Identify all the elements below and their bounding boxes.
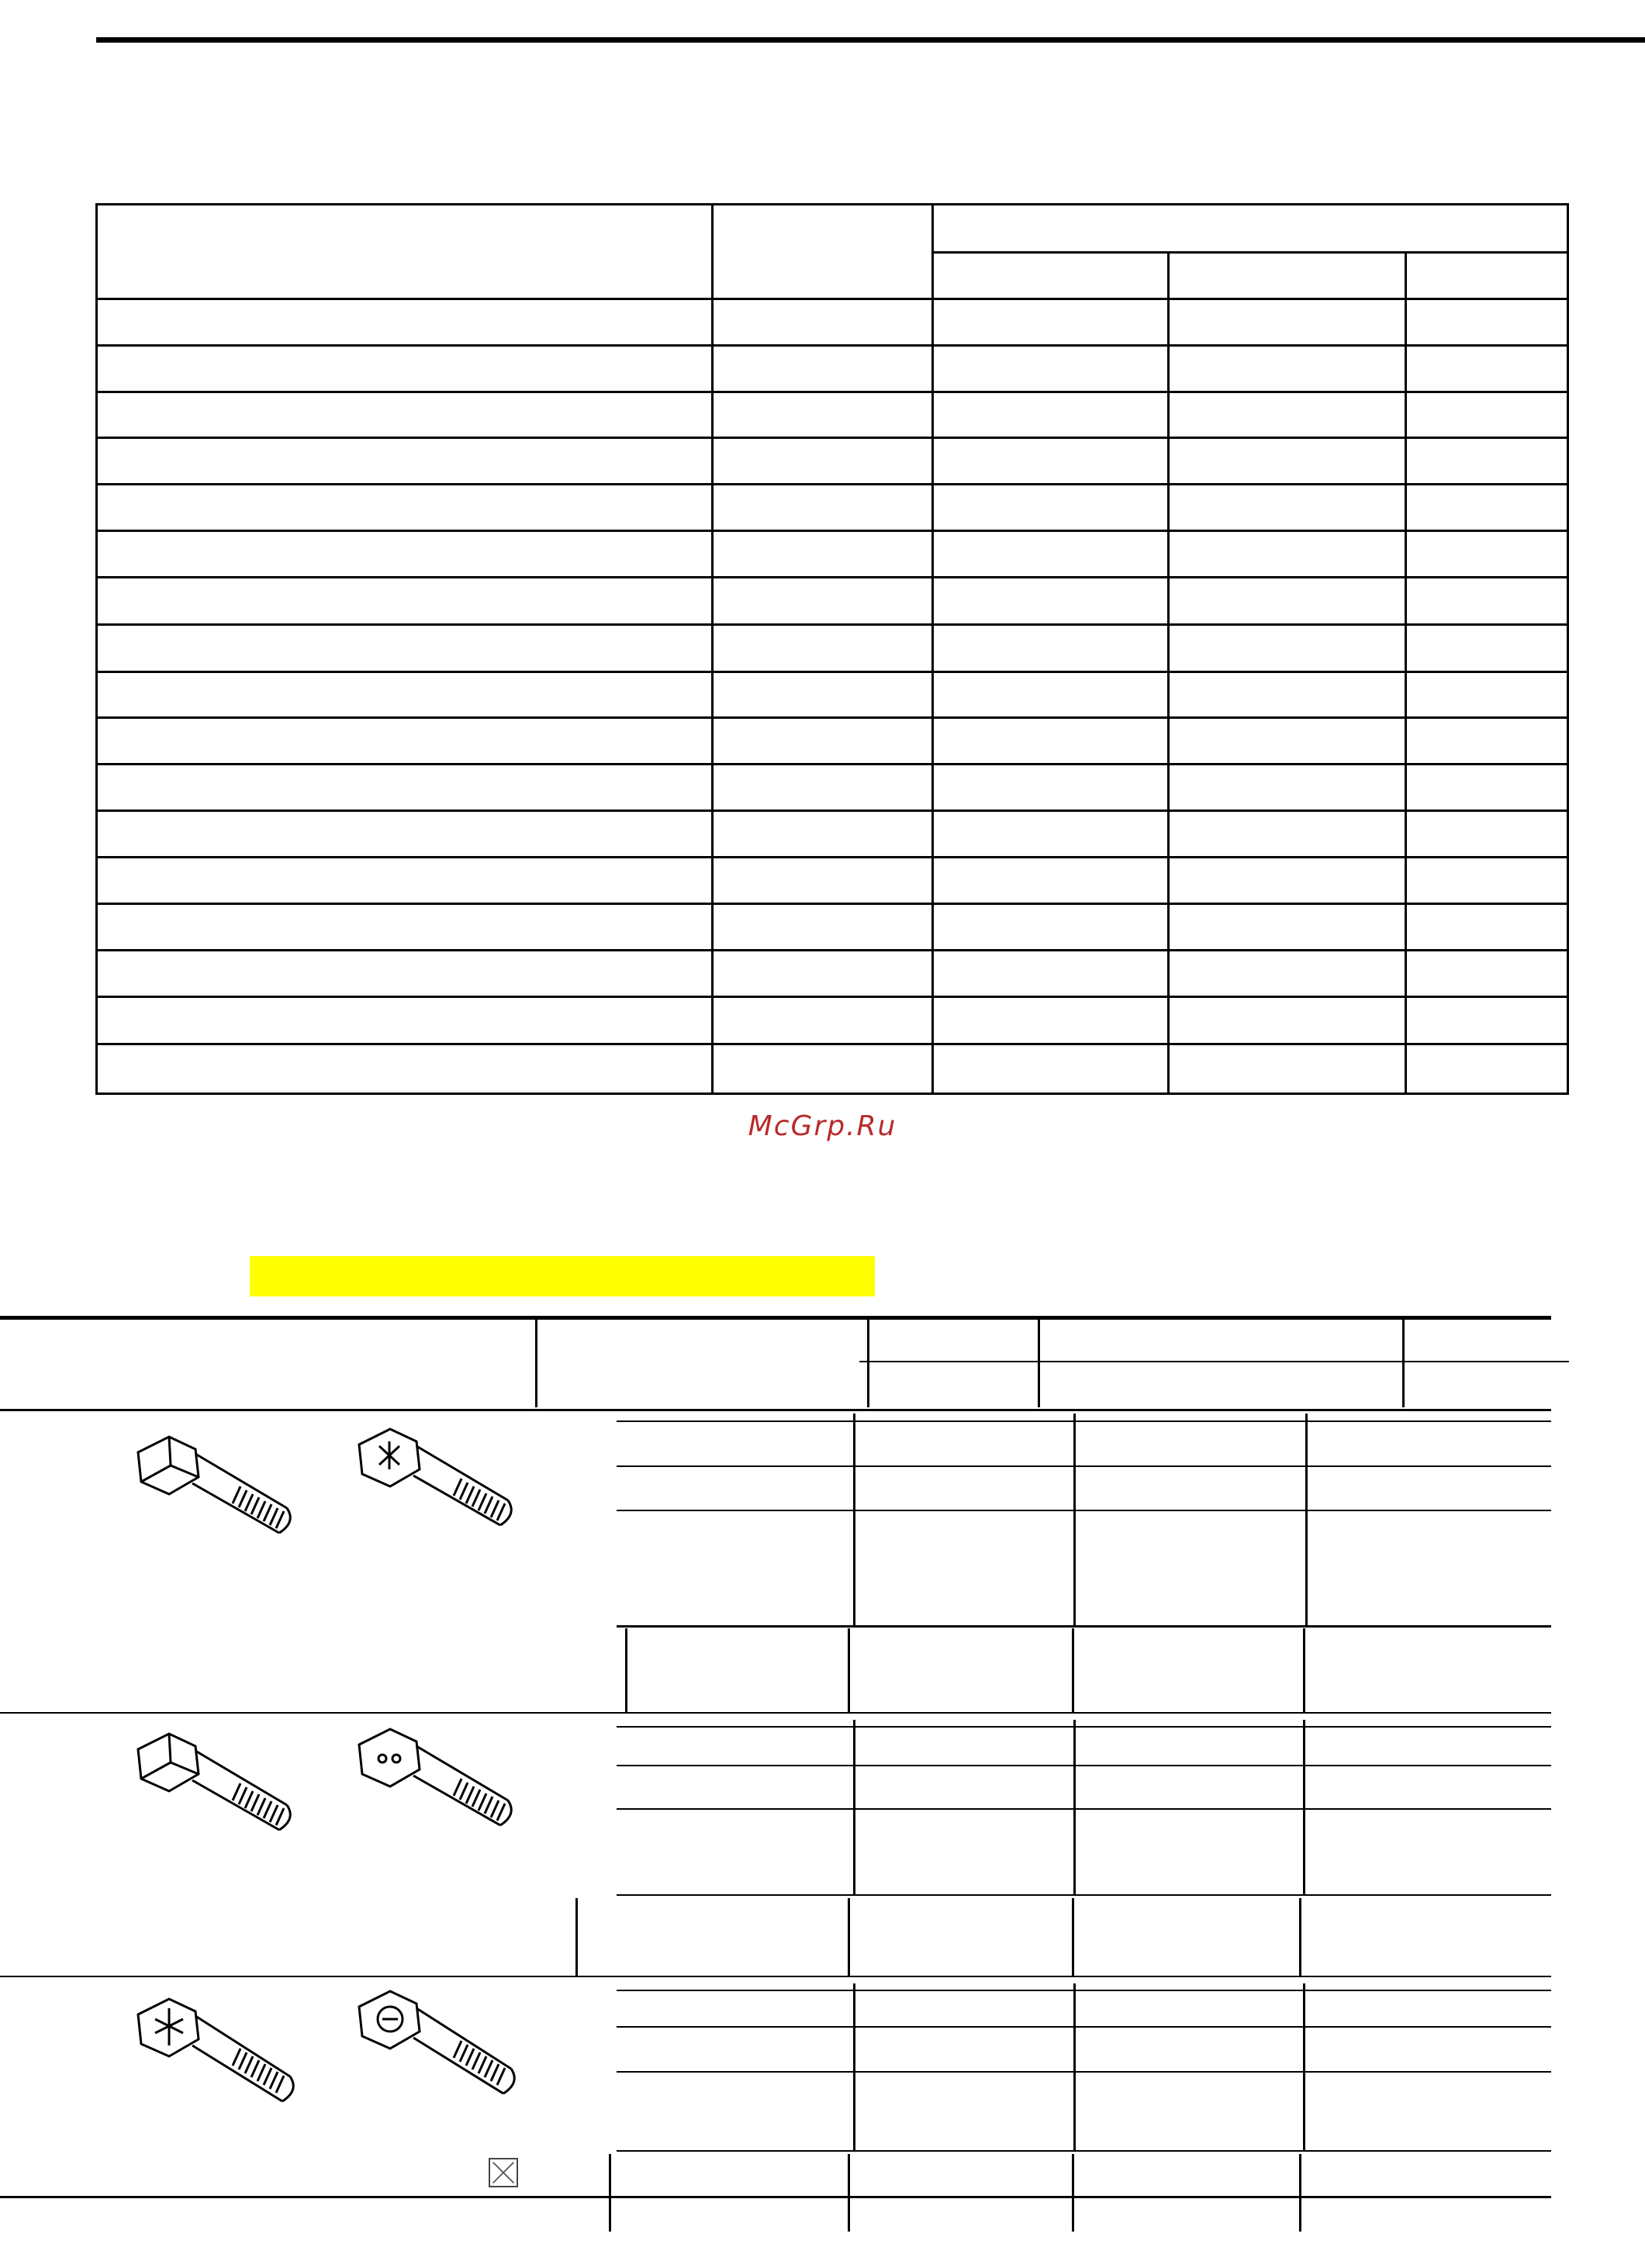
table-row xyxy=(617,1990,1551,1991)
watermark: McGrp.Ru xyxy=(748,1110,897,1142)
hex-bolt-marked-head-icon xyxy=(124,1985,302,2117)
table-row xyxy=(95,483,1569,485)
table-row xyxy=(617,1465,1551,1467)
table-column-divider xyxy=(1038,1318,1040,1407)
table-column-divider xyxy=(1303,1983,1305,2150)
table-row xyxy=(617,1765,1551,1766)
table-column-divider xyxy=(848,2154,850,2232)
table-header-divider xyxy=(931,251,1569,254)
table-row xyxy=(617,1625,1551,1628)
table-row xyxy=(617,2026,1551,2028)
hex-bolt-icon xyxy=(124,1720,302,1844)
table-row xyxy=(859,1361,1569,1362)
table-row xyxy=(0,1712,1551,1714)
hex-bolt-marked-head-icon xyxy=(345,1715,524,1839)
table-row xyxy=(95,716,1569,719)
table-row xyxy=(95,391,1569,393)
table-column-divider xyxy=(1073,1720,1076,1894)
table-column-divider xyxy=(853,1983,855,2150)
table-frame xyxy=(95,203,1569,1095)
table-row xyxy=(95,996,1569,998)
hex-bolt-marked-head-icon xyxy=(345,1415,524,1539)
table-row xyxy=(95,576,1569,578)
table-row xyxy=(95,437,1569,439)
table-column-divider xyxy=(1303,1720,1305,1894)
table-column-divider xyxy=(1405,251,1407,1095)
table-row xyxy=(95,298,1569,300)
hex-bolt-marked-head-icon xyxy=(345,1977,524,2109)
table-column-divider xyxy=(853,1414,855,1625)
table-column-divider xyxy=(848,1898,850,1976)
table-row xyxy=(0,1409,1551,1411)
top-rule xyxy=(96,37,1645,43)
table-column-divider xyxy=(1072,2154,1074,2232)
table-column-divider xyxy=(1073,1414,1076,1625)
table-row xyxy=(0,2196,1551,2198)
table-column-divider xyxy=(1073,1983,1076,2150)
table-row xyxy=(617,1421,1551,1422)
table-row xyxy=(617,2150,1551,2152)
table-column-divider xyxy=(848,1628,850,1712)
table-column-divider xyxy=(535,1318,537,1407)
table-column-divider xyxy=(1072,1628,1074,1712)
table-row xyxy=(95,949,1569,951)
table-row xyxy=(95,1043,1569,1045)
table-row xyxy=(95,763,1569,765)
table-column-divider xyxy=(1305,1414,1308,1625)
table-column-divider xyxy=(575,1898,578,1976)
table-row xyxy=(617,1808,1551,1810)
table-row xyxy=(617,2071,1551,2073)
table-row xyxy=(95,810,1569,812)
table-column-divider xyxy=(867,1318,869,1407)
table-column-divider xyxy=(1299,1898,1301,1976)
table-column-divider xyxy=(1303,1628,1305,1712)
table-row xyxy=(0,1976,1551,1977)
table-row xyxy=(617,1894,1551,1896)
table-column-divider xyxy=(1402,1318,1405,1407)
table-row xyxy=(95,856,1569,858)
table-row xyxy=(95,623,1569,626)
table-row xyxy=(95,530,1569,532)
table-column-divider xyxy=(1167,251,1170,1095)
specification-table xyxy=(95,203,1569,1095)
table-column-divider xyxy=(1299,2154,1301,2232)
table-row xyxy=(0,1316,1551,1320)
table-row xyxy=(95,903,1569,905)
table-column-divider xyxy=(931,203,934,1095)
table-column-divider xyxy=(1072,1898,1074,1976)
table-row xyxy=(95,671,1569,673)
highlighted-heading xyxy=(250,1256,875,1296)
table-column-divider xyxy=(625,1628,627,1712)
table-row xyxy=(617,1510,1551,1511)
close-icon xyxy=(489,2158,518,2187)
table-column-divider xyxy=(609,2154,611,2232)
table-row xyxy=(617,1726,1551,1728)
table-row xyxy=(95,344,1569,347)
hex-bolt-icon xyxy=(124,1423,302,1547)
table-column-divider xyxy=(711,203,714,1095)
table-column-divider xyxy=(853,1720,855,1894)
